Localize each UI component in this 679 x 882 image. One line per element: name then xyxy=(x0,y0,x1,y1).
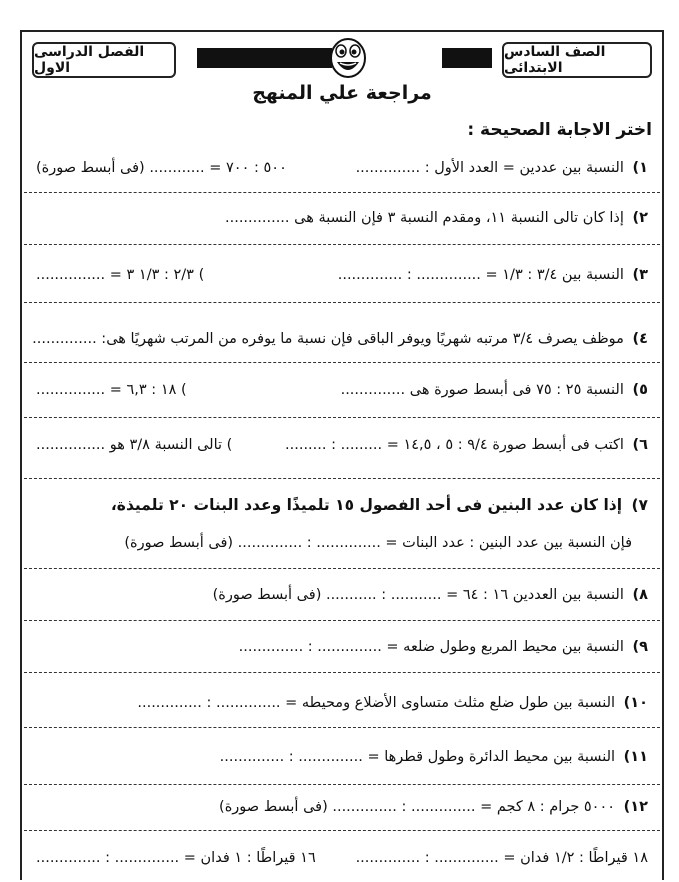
question-7-continued xyxy=(36,532,632,554)
question-6: ٦) اكتب فى أبسط صورة ٩/٤ : ٥ ، ١٤,٥ = ......... : ......... ) تالى النسبة ٣/٨ هو ............... xyxy=(36,434,648,456)
question-text: النسبة ٢٥ : ٧٥ فى أبسط صورة هى .............. xyxy=(340,382,624,398)
divider xyxy=(24,362,660,363)
question-10: ١٠) النسبة بين طول ضلع مثلث متساوى الأضلاع ومحيطه = .............. : .............. xyxy=(137,695,648,711)
question-extra: ) ٢/٣ : ١/٣ ٣ = ............... xyxy=(36,267,205,283)
question-text: النسبة بين عددين = العدد الأول : .............. xyxy=(355,160,624,176)
term-box xyxy=(32,42,176,78)
header-bar-right xyxy=(442,48,492,68)
divider xyxy=(24,192,660,193)
term-label: الفصل الدراسى الاول xyxy=(34,44,145,76)
divider xyxy=(24,672,660,673)
question-text: النسبة بين محيط المربع وطول ضلعه = .............. : .............. xyxy=(238,639,624,655)
grade-box xyxy=(502,42,652,78)
question-extra: ٥٠٠ : ٧٠٠ = ............ (فى أبسط صورة) xyxy=(36,160,287,176)
question-3: ٣) النسبة بين ٣/٤ : ١/٣ = .............. : .............. ) ٢/٣ : ١/٣ ٣ = ............... xyxy=(36,264,648,286)
question-11: ١١) النسبة بين محيط الدائرة وطول قطرها = .............. : .............. xyxy=(219,749,648,765)
divider xyxy=(24,830,660,831)
question-1: ١) النسبة بين عددين = العدد الأول : .............. ٥٠٠ : ٧٠٠ = ............ (فى أبسط صورة) xyxy=(36,157,648,179)
question-text: النسبة بين العددين ١٦ : ٦٤ = ........... : ........... (فى أبسط صورة) xyxy=(212,587,624,603)
question-7: ٧) إذا كان عدد البنين فى أحد الفصول ١٥ تلميذًا وعدد البنات ٢٠ تلميذة، xyxy=(110,496,648,514)
question-2: ٢) إذا كان تالى النسبة ١١، ومقدم النسبة ٣ فإن النسبة هى .............. xyxy=(225,210,648,226)
question-text: النسبة بين ٣/٤ : ١/٣ = .............. : .............. xyxy=(337,267,624,283)
divider xyxy=(24,727,660,728)
question-text: اكتب فى أبسط صورة ٩/٤ : ٥ ، ١٤,٥ = ......... : ......... xyxy=(285,437,624,453)
divider xyxy=(24,620,660,621)
question-8: ٨) النسبة بين العددين ١٦ : ٦٤ = ........... : ........... (فى أبسط صورة) xyxy=(212,587,648,603)
question-text: موظف يصرف ٣/٤ مرتبه شهريًا ويوفر الباقى فإن نسبة ما يوفره من المرتب شهريًا هى: .............. xyxy=(32,331,624,347)
question-text: إذا كان عدد البنين فى أحد الفصول ١٥ تلميذًا وعدد البنات ٢٠ تلميذة، xyxy=(110,496,623,514)
divider xyxy=(24,302,660,303)
question-5: ٥) النسبة ٢٥ : ٧٥ فى أبسط صورة هى .............. ) ١٨ : ٦,٣ = ............... xyxy=(36,379,648,401)
question-text: النسبة بين طول ضلع مثلث متساوى الأضلاع ومحيطه = .............. : .............. xyxy=(137,695,616,711)
question-text: إذا كان تالى النسبة ١١، ومقدم النسبة ٣ فإن النسبة هى .............. xyxy=(225,210,624,226)
question-12: ١٢) ٥٠٠٠ جرام : ٨ كجم = .............. : .............. (فى أبسط صورة) xyxy=(219,799,648,815)
grade-label: الصف السادس الابتدائى xyxy=(504,44,606,76)
question-extra: ) ١٨ : ٦,٣ = ............... xyxy=(36,382,187,398)
instruction-heading: اختر الاجابة الصحيحة : xyxy=(467,120,652,140)
question-text: فإن النسبة بين عدد البنين : عدد البنات = .............. : .............. (فى أبسط صورة) xyxy=(124,535,632,551)
question-extra: ) تالى النسبة ٣/٨ هو ............... xyxy=(36,437,233,453)
question-9: ٩) النسبة بين محيط المربع وطول ضلعه = .............. : .............. xyxy=(238,639,648,655)
divider xyxy=(24,784,660,785)
divider xyxy=(24,244,660,245)
question-extra: ١٦ قيراطًا : ١ فدان = .............. : .............. xyxy=(36,850,316,866)
header-bar-left xyxy=(197,48,332,68)
smiley-face-icon xyxy=(328,36,368,80)
divider xyxy=(24,478,660,479)
divider xyxy=(24,417,660,418)
question-12-continued xyxy=(36,847,648,869)
question-text: ٥٠٠٠ جرام : ٨ كجم = .............. : .............. (فى أبسط صورة) xyxy=(219,799,616,815)
page-title: مراجعة علي المنهج xyxy=(252,82,432,104)
question-4: ٤) موظف يصرف ٣/٤ مرتبه شهريًا ويوفر الباقى فإن نسبة ما يوفره من المرتب شهريًا هى: .............. xyxy=(32,331,648,347)
question-text: النسبة بين محيط الدائرة وطول قطرها = .............. : .............. xyxy=(219,749,616,765)
divider xyxy=(24,568,660,569)
question-text: ١٨ قيراطًا : ١/٢ فدان = .............. : .............. xyxy=(355,850,648,866)
worksheet-page xyxy=(20,30,664,880)
